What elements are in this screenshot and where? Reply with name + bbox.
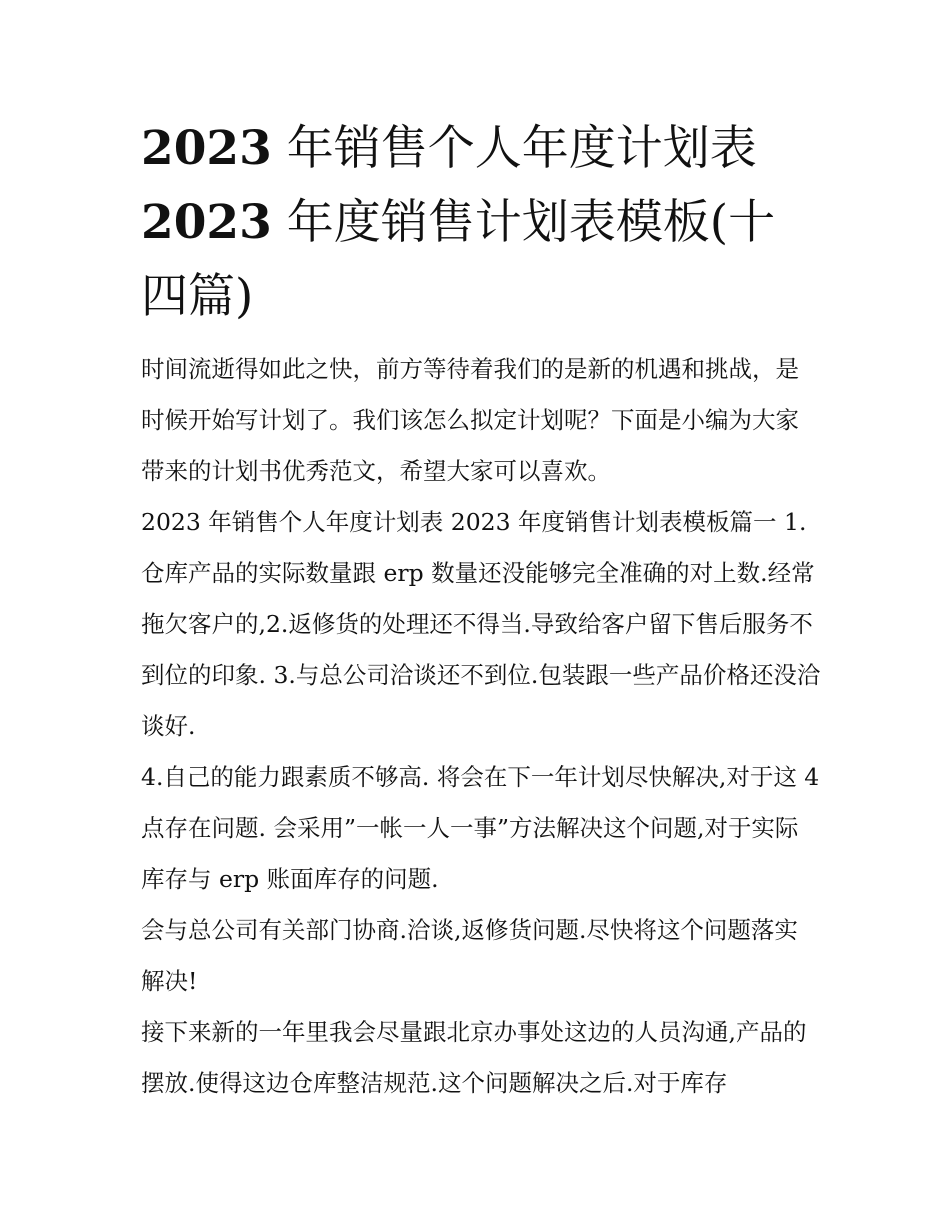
- paragraph-plan-3: 会与总公司有关部门协商.洽谈,返修货问题.尽快将这个问题落实解决!: [141, 916, 798, 995]
- title-text-1: 年销售个人年度计划表: [286, 121, 757, 176]
- paragraph-plan-4: 接下来新的一年里我会尽量跟北京办事处这边的人员沟通,产品的摆放.使得这边仓库整洁规范.这个问题解决之后.对于库存: [141, 1018, 807, 1097]
- title-year-2: 2023: [141, 195, 272, 250]
- paragraph-plan-2: 4.自己的能力跟素质不够高. 将会在下一年计划尽快解决,对于这 4 点存在问题. 会采用”一帐一人一事”方法解决这个问题,对于实际库存与 erp 账面库存的问题.: [141, 763, 820, 893]
- paragraph-intro: 时间流逝得如此之快，前方等待着我们的是新的机遇和挑战，是时候开始写计划了。我们该怎么拟定计划呢？下面是小编为大家带来的计划书优秀范文，希望大家可以喜欢。: [141, 355, 799, 485]
- document-title: [141, 112, 821, 334]
- document-page: [141, 112, 821, 1109]
- title-year-1: 2023: [141, 121, 272, 176]
- paragraph-plan-1: 2023 年销售个人年度计划表 2023 年度销售计划表模板篇一 1.仓库产品的实际数量跟 erp 数量还没能够完全准确的对上数.经常拖欠客户的,2.返修货的处理还不得当.导致给客户留下售后服务不到位的印象. 3.与总公司洽谈还不到位.包装跟一些产品价格还没洽谈好.: [141, 508, 821, 740]
- title-text-2: 年度销售计划表模板(十四篇): [141, 195, 776, 324]
